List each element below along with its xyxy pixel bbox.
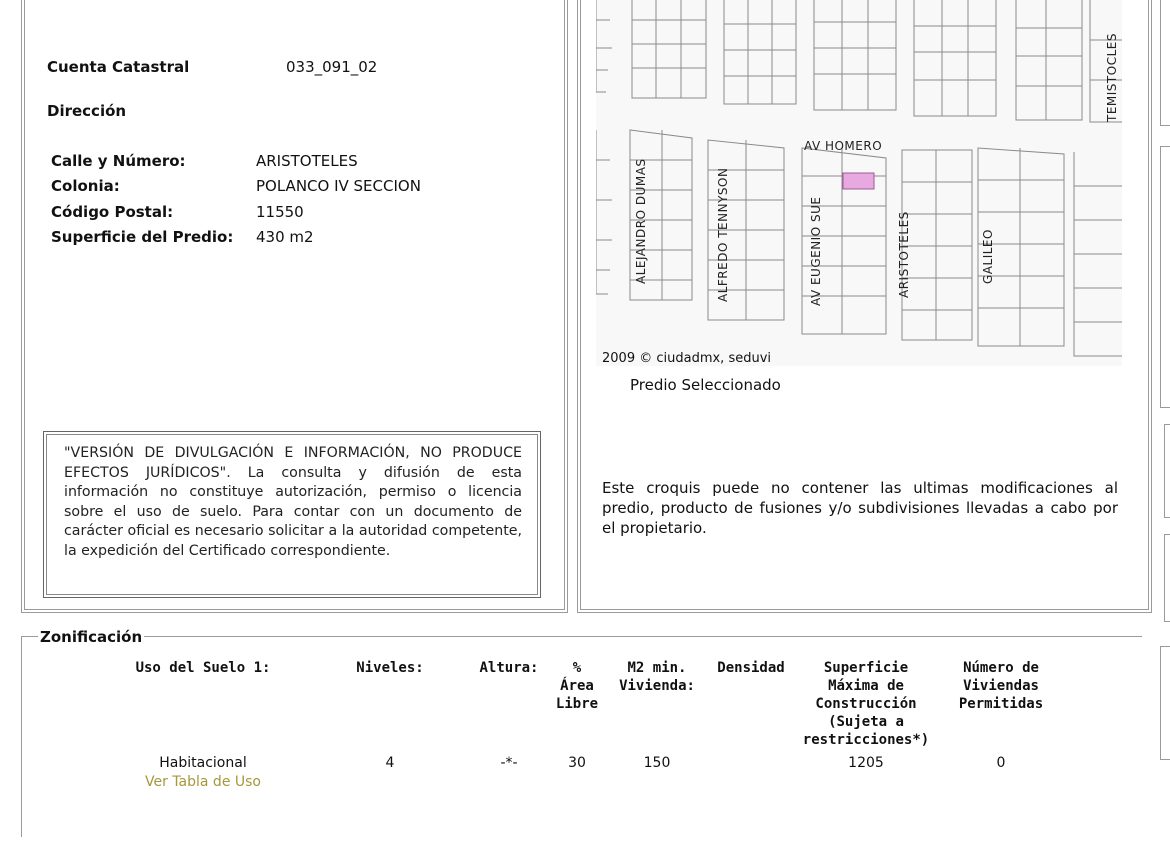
colonia-label: Colonia: xyxy=(51,177,120,195)
header-superficie-maxima: Superficie Máxima de Construcción (Sujeta a restricciones*) xyxy=(802,660,930,748)
header-numero-viviendas: Número de Viviendas Permitidas xyxy=(958,660,1044,712)
calle-value: ARISTOTELES xyxy=(256,152,358,170)
header-altura: Altura: xyxy=(479,660,539,676)
superficie-value: 430 m2 xyxy=(256,228,314,246)
cell-uso-suelo: Habitacional xyxy=(159,755,247,771)
header-densidad: Densidad xyxy=(717,660,785,676)
edge-panel-4 xyxy=(1164,534,1170,622)
superficie-label: Superficie del Predio: xyxy=(51,228,234,246)
street-label-aristoteles: ARISTOTELES xyxy=(897,211,911,298)
calle-label: Calle y Número: xyxy=(51,152,186,170)
disclaimer-box: "VERSIÓN DE DIVULGACIÓN E INFORMACIÓN, NO PRODUCE EFECTOS JURÍDICOS". La consulta y difusión de esta información no constituye autorización, permiso o licencia sobre el uso de suelo. Para contar con un documento de carácter oficial es necesario solicitar a la autoridad competente, la expedición del Certificado correspondiente. xyxy=(43,431,541,598)
cell-area-libre: 30 xyxy=(568,755,586,771)
predio-seleccionado-caption: Predio Seleccionado xyxy=(630,376,781,394)
cuenta-catastral-label: Cuenta Catastral xyxy=(47,58,190,76)
edge-panel-1 xyxy=(1160,0,1170,126)
edge-panel-5 xyxy=(1160,646,1170,760)
header-area-libre: % Área Libre xyxy=(555,660,599,712)
direccion-label: Dirección xyxy=(47,102,127,120)
colonia-value: POLANCO IV SECCION xyxy=(256,177,421,195)
cell-superficie-maxima: 1205 xyxy=(848,755,884,771)
cell-numero-viviendas: 0 xyxy=(996,755,1006,771)
cell-m2-min: 150 xyxy=(643,755,671,771)
cell-niveles: 4 xyxy=(385,755,395,771)
croquis-note: Este croquis puede no contener las ultimas modificaciones al predio, producto de fusiones y/o subdivisiones llevadas a cabo por el propietario. xyxy=(602,479,1118,537)
header-uso-suelo: Uso del Suelo 1: xyxy=(135,660,271,676)
cadastral-map[interactable] xyxy=(596,0,1122,366)
edge-panel-2 xyxy=(1160,146,1170,408)
cell-altura: -*- xyxy=(500,755,518,771)
map-svg xyxy=(596,0,1122,366)
edge-panel-3 xyxy=(1164,424,1170,518)
street-label-temistocles: TEMISTOCLES xyxy=(1105,33,1119,122)
street-label-av-eugenio-sue: AV EUGENIO SUE xyxy=(809,196,823,306)
codigo-postal-label: Código Postal: xyxy=(51,203,174,221)
zonificacion-legend: Zonificación xyxy=(40,628,143,646)
street-label-av-homero: AV HOMERO xyxy=(804,139,883,153)
street-label-alejandro-dumas: ALEJANDRO DUMAS xyxy=(634,158,648,284)
cuenta-catastral-value: 033_091_02 xyxy=(286,58,378,76)
codigo-postal-value: 11550 xyxy=(256,203,304,221)
ver-tabla-de-uso-link[interactable]: Ver Tabla de Uso xyxy=(145,774,261,790)
map-copyright: 2009 © ciudadmx, seduvi xyxy=(602,351,772,366)
street-label-galileo: GALILEO xyxy=(981,229,995,284)
header-niveles: Niveles: xyxy=(356,660,424,676)
street-label-alfredo-tennyson: ALFREDO TENNYSON xyxy=(716,167,730,302)
header-m2-min: M2 min. Vivienda: xyxy=(619,660,695,694)
selected-parcel[interactable] xyxy=(843,173,874,189)
